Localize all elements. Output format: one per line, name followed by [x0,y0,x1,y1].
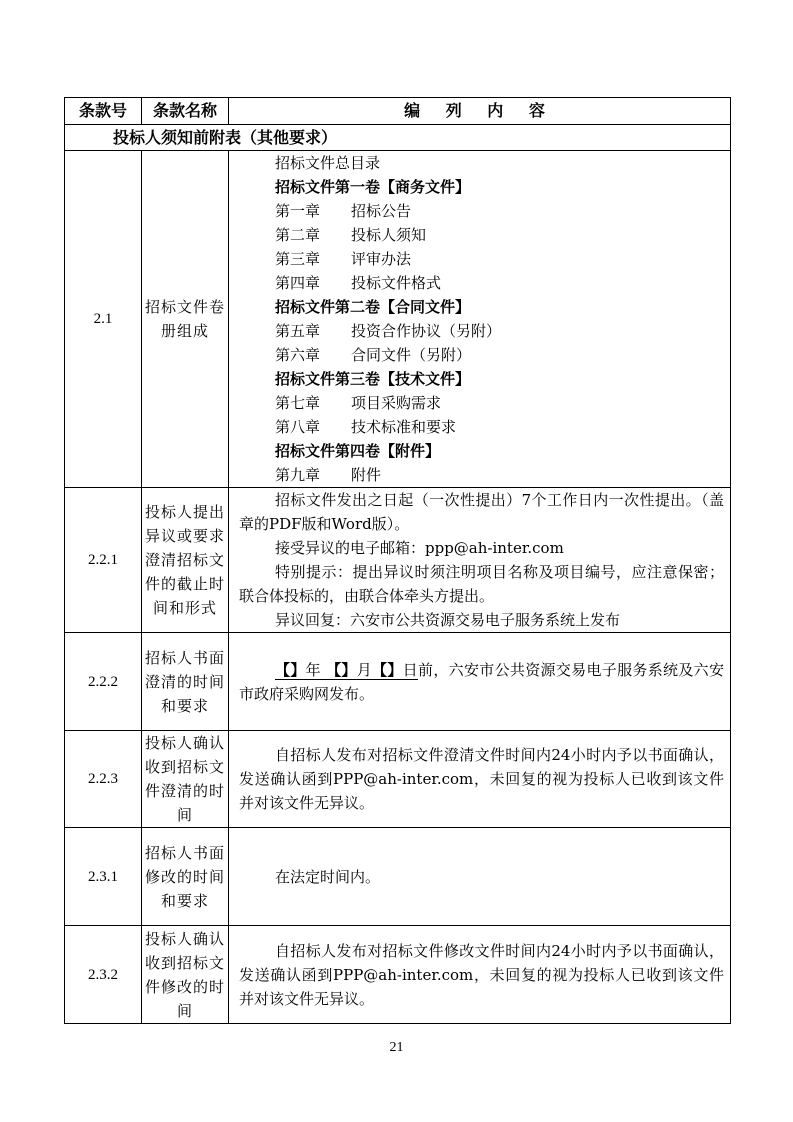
toc-volume: 招标文件第四卷【附件】 [275,442,441,460]
toc-chapter: 第六章 合同文件（另附） [275,346,472,364]
clause-content [229,633,731,731]
header-content: 编 列 内 容 [229,98,731,125]
table-header-row [65,98,731,125]
toc-chapter: 第四章 投标文件格式 [275,274,442,292]
clause-content [229,828,731,926]
clause-name: 投标人确认收到招标文件修改的时间 [142,926,229,1024]
toc-volume: 招标文件第一卷【商务文件】 [275,178,471,196]
clause-name: 投标人提出异议或要求澄清招标文件的截止时间和形式 [142,488,229,633]
toc-volume: 招标文件第三卷【技术文件】 [275,370,471,388]
clause-name: 招标文件卷册组成 [142,151,229,488]
clause-number: 2.2.1 [65,488,142,633]
page-number: 21 [389,1040,404,1055]
table-row [65,828,731,926]
paragraph: 自招标人发布对招标文件修改文件时间内24小时内予以书面确认，发送确认函到PPP@ah-inter.com，未回复的视为投标人已收到该文件并对该文件无异议。 [239,941,724,1008]
toc-chapter: 第一章 招标公告 [275,202,412,220]
toc-title: 招标文件总目录 [275,154,381,172]
clause-name: 招标人书面修改的时间和要求 [142,828,229,926]
clause-name: 投标人确认收到招标文件澄清的时间 [142,731,229,828]
paragraph: 【】年 【】月【】日前，六安市公共资源交易电子服务系统及六安市政府采购网发布。 [239,660,724,703]
clause-content [229,731,731,828]
toc-chapter: 第八章 技术标准和要求 [275,418,457,436]
toc-chapter: 第七章 项目采购需求 [275,394,442,412]
table-row [65,633,731,731]
clause-number: 2.3.1 [65,828,142,926]
table-row [65,731,731,828]
table-row [65,488,731,633]
header-clause-number: 条款号 [65,98,142,125]
date-field: 【】年 【】月【】日 [275,660,418,679]
bid-instructions-table [64,97,731,1024]
section-title: 投标人须知前附表（其他要求） [65,125,731,151]
paragraph: 招标文件发出之日起（一次性提出）7个工作日内一次性提出。（盖章的PDF版和Word版）。 [239,491,724,533]
toc-chapter: 第九章 附件 [275,466,382,484]
toc-chapter: 第五章 投资合作协议（另附） [275,322,502,340]
header-clause-name: 条款名称 [142,98,229,125]
clause-content [229,926,731,1024]
table-row [65,151,731,488]
clause-content [229,151,731,488]
toc-chapter: 第三章 评审办法 [275,250,412,268]
table-row [65,926,731,1024]
paragraph: 接受异议的电子邮箱：ppp@ah-inter.com [275,539,564,557]
clause-number: 2.1 [65,151,142,488]
clause-name: 招标人书面澄清的时间和要求 [142,633,229,731]
toc-list [239,151,724,487]
paragraph: 在法定时间内。 [275,867,381,886]
paragraph: 特别提示：提出异议时须注明项目名称及项目编号，应注意保密；联合体投标的，由联合体牵头方提出。 [239,563,724,605]
clause-number: 2.2.2 [65,633,142,731]
paragraph: 自招标人发布对招标文件澄清文件时间内24小时内予以书面确认，发送确认函到PPP@ah-inter.com，未回复的视为投标人已收到该文件并对该文件无异议。 [239,746,724,812]
clause-number: 2.2.3 [65,731,142,828]
toc-chapter: 第二章 投标人须知 [275,226,427,244]
clause-number: 2.3.2 [65,926,142,1024]
toc-volume: 招标文件第二卷【合同文件】 [275,298,471,316]
section-row [65,125,731,151]
clause-content [229,488,731,633]
paragraph: 异议回复：六安市公共资源交易电子服务系统上发布 [275,611,621,629]
